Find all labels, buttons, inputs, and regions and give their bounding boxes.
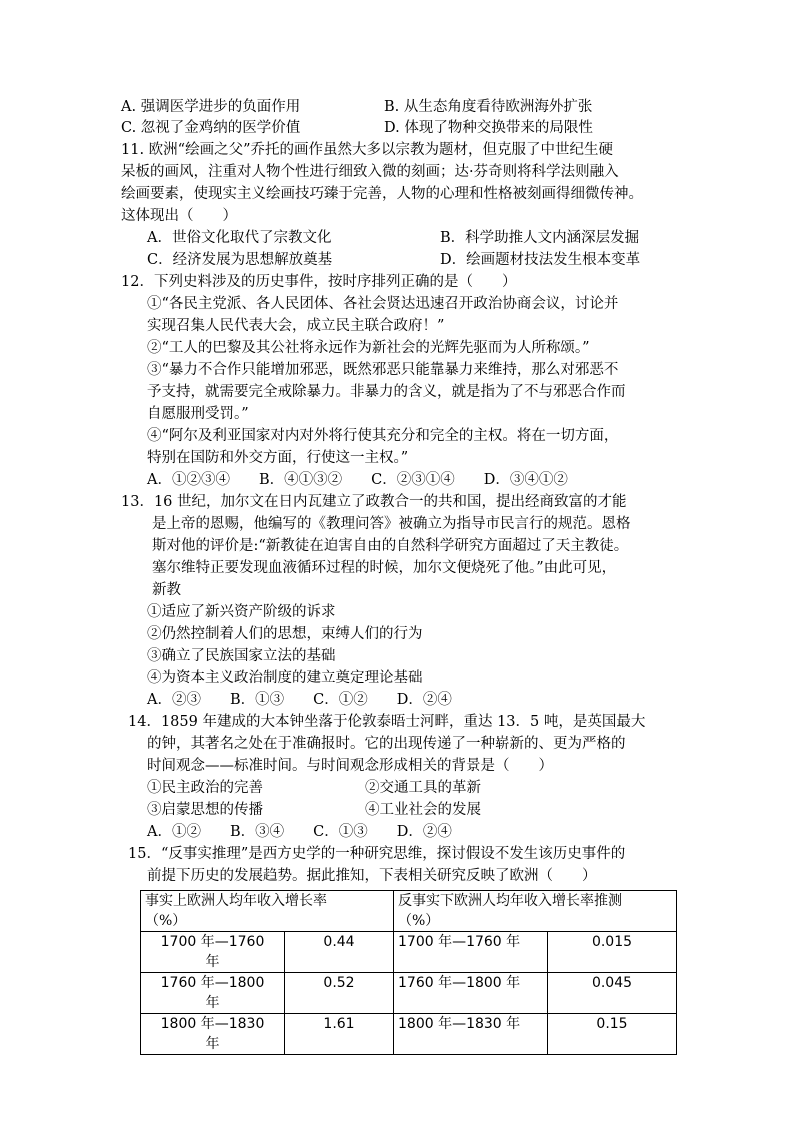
q13-stem-line-2: 是上帝的恩赐，他编写的《教理问答》被确立为指导市民言行的规范。恩格 <box>152 516 631 532</box>
q10-option-a: A. 强调医学进步的负面作用 <box>121 99 301 115</box>
q14-stem-line-1: 14．1859 年建成的大本钟坐落于伦敦泰晤士河畔，重达 13．5 吨，是英国最大 <box>128 714 646 730</box>
table-header-counterfactual-unit: （%） <box>398 913 440 929</box>
q12-source-3-line-1: ③“暴力不合作只能增加邪恶，既然邪恶只能靠暴力来维持，那么对邪恶不 <box>147 362 619 378</box>
q14-item-4: ④工业社会的发展 <box>365 802 481 818</box>
q10-option-c: C. 忽视了金鸡纳的医学价值 <box>121 120 301 136</box>
table-cell-period-2: 1760 年—1800 年 <box>394 973 548 1014</box>
q11-option-c: C．经济发展为思想解放奠基 <box>147 252 333 268</box>
q11-stem-line-1: 11. 欧洲“绘画之父”乔托的画作虽然大多以宗教为题材，但克服了中世纪生硬 <box>121 142 613 158</box>
table-cell-period <box>141 932 285 973</box>
table-cell-period <box>141 1014 285 1055</box>
period-text-cont: 年 <box>205 954 220 970</box>
table-header-counterfactual-title: 反事实下欧洲人均年收入增长率推测 <box>398 893 622 909</box>
table-header-actual-unit: （%） <box>145 913 187 929</box>
q13-stem-line-5: 新教 <box>152 582 181 598</box>
period-text-cont: 年 <box>205 995 220 1011</box>
q11-option-a: A．世俗文化取代了宗教文化 <box>147 230 332 246</box>
q14-options: A．①② B．③④ C．①③ D．②④ <box>147 824 452 840</box>
table-header-counterfactual <box>394 891 677 932</box>
period-text: 1760 年—1800 <box>160 975 265 991</box>
income-growth-table <box>140 890 677 1055</box>
period-text-cont: 年 <box>205 1036 220 1052</box>
table-row <box>141 973 677 1014</box>
q12-source-4-line-1: ④“阿尔及利亚国家对内对外将行使其充分和完全的主权。将在一切方面， <box>147 428 619 444</box>
table-row <box>141 932 677 973</box>
q12-source-4-line-2: 特别在国防和外交方面，行使这一主权。” <box>147 450 409 466</box>
table-cell-actual: 0.44 <box>285 932 394 973</box>
q11-option-b: B．科学助推人文内涵深层发掘 <box>440 230 640 246</box>
q13-stem-line-1: 13．16 世纪，加尔文在日内瓦建立了政教合一的共和国，提出经商致富的才能 <box>121 494 627 510</box>
q12-stem: 12．下列史料涉及的历史事件，按时序排列正确的是（ ） <box>121 274 517 290</box>
period-text: 1800 年—1830 <box>160 1016 265 1032</box>
table-cell-actual: 0.52 <box>285 973 394 1014</box>
table-cell-period-2: 1800 年—1830 年 <box>394 1014 548 1055</box>
q10-option-b: B. 从生态角度看待欧洲海外扩张 <box>384 99 593 115</box>
table-header-row <box>141 891 677 932</box>
q13-item-4: ④为资本主义政治制度的建立奠定理论基础 <box>147 670 423 686</box>
period-text: 1700 年—1760 <box>160 934 265 950</box>
q13-item-2: ②仍然控制着人们的思想，束缚人们的行为 <box>147 626 423 642</box>
q13-stem-line-3: 斯对他的评价是:“新教徒在迫害自由的自然科学研究方面超过了天主教徒。 <box>152 538 629 554</box>
q15-stem-line-1: 15．“反事实推理”是西方史学的一种研究思维，探讨假设不发生该历史事件的 <box>128 846 626 862</box>
q14-stem-line-3: 时间观念——标准时间。与时间观念形成相关的背景是（ ） <box>147 758 553 774</box>
table-cell-counterfactual: 0.015 <box>548 932 677 973</box>
q13-item-3: ③确立了民族国家立法的基础 <box>147 648 336 664</box>
q14-stem-line-2: 的钟，其著名之处在于准确报时。它的出现传递了一种崭新的、更为严格的 <box>147 736 626 752</box>
q14-item-2: ②交通工具的革新 <box>365 780 481 796</box>
q13-item-1: ①适应了新兴资产阶级的诉求 <box>147 604 336 620</box>
q12-source-2: ②“工人的巴黎及其公社将永远作为新社会的光辉先驱而为人所称颂。” <box>147 340 590 356</box>
q12-source-3-line-2: 予支持，就需要完全戒除暴力。非暴力的含义，就是指为了不与邪恶合作而 <box>147 384 626 400</box>
q12-source-1-line-2: 实现召集人民代表大会，成立民主联合政府！” <box>147 318 445 334</box>
table-cell-period <box>141 973 285 1014</box>
q12-options: A．①②③④ B．④①③② C．②③①④ D．③④①② <box>147 472 568 488</box>
table-cell-counterfactual: 0.15 <box>548 1014 677 1055</box>
table-cell-actual: 1.61 <box>285 1014 394 1055</box>
q15-stem-line-2: 前提下历史的发展趋势。据此推知，下表相关研究反映了欧洲（ ） <box>147 868 597 884</box>
q12-source-1-line-1: ①“各民主党派、各人民团体、各社会贤达迅速召开政治协商会议，讨论并 <box>147 296 619 312</box>
q14-item-1: ①民主政治的完善 <box>147 780 263 796</box>
table-header-actual <box>141 891 394 932</box>
table-row <box>141 1014 677 1055</box>
table-cell-counterfactual: 0.045 <box>548 973 677 1014</box>
table-header-actual-title: 事实上欧洲人均年收入增长率 <box>145 893 327 909</box>
q13-stem-line-4: 塞尔维特正要发现血液循环过程的时候，加尔文便烧死了他。”由此可见， <box>152 560 617 576</box>
q12-source-3-line-3: 自愿服刑受罚。” <box>147 406 249 422</box>
q13-options: A．②③ B．①③ C．①② D．②④ <box>147 692 452 708</box>
q11-option-d: D．绘画题材技法发生根本变革 <box>440 252 641 268</box>
q11-stem-line-3: 绘画要素，使现实主义绘画技巧臻于完善，人物的心理和性格被刻画得细微传神。 <box>121 186 643 202</box>
q10-option-d: D. 体现了物种交换带来的局限性 <box>384 120 593 136</box>
q11-stem-line-2: 呆板的画风，注重对人物个性进行细致入微的刻画；达·芬奇则将科学法则融入 <box>121 164 619 180</box>
q14-item-3: ③启蒙思想的传播 <box>147 802 263 818</box>
q11-stem-line-4: 这体现出（ ） <box>121 208 237 224</box>
table-cell-period-2: 1700 年—1760 年 <box>394 932 548 973</box>
